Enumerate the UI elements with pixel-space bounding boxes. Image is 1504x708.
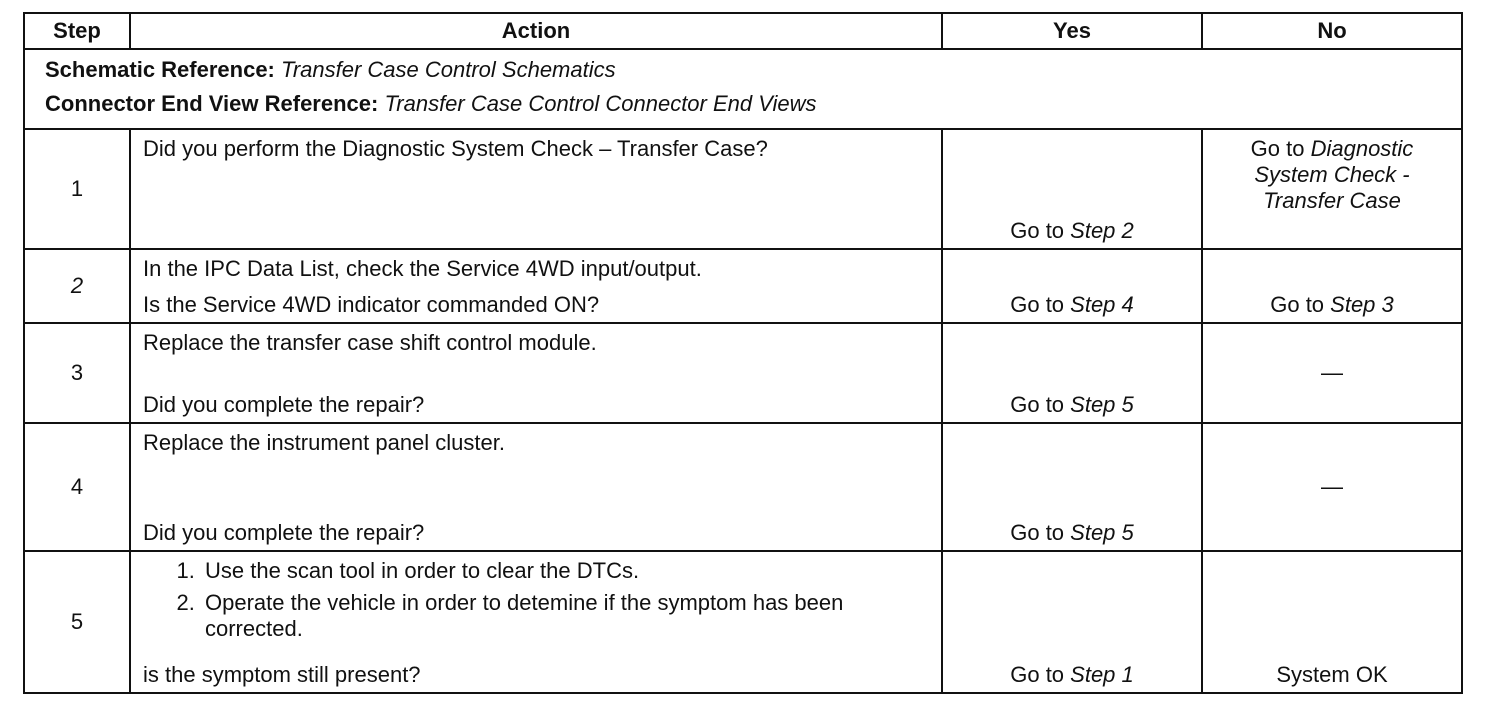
- schematic-reference-link[interactable]: Transfer Case Control Schematics: [281, 57, 616, 82]
- action-text: In the IPC Data List, check the Service 4WD input/output.: [143, 256, 702, 281]
- yes-result: Go to Step 5: [1010, 392, 1134, 417]
- action-text: Did you perform the Diagnostic System Check – Transfer Case?: [143, 136, 768, 161]
- header-yes: Yes: [942, 13, 1202, 49]
- reference-row: [24, 49, 1462, 129]
- step-link[interactable]: Step 3: [1330, 292, 1394, 317]
- question-text: Is the Service 4WD indicator commanded ON?: [143, 292, 600, 317]
- table-row: [24, 129, 1462, 249]
- no-result: Go to Diagnostic System Check - Transfer Case: [1250, 136, 1414, 213]
- table-row: [24, 323, 1462, 423]
- question-text: Did you complete the repair?: [143, 520, 425, 545]
- step-number: 4: [24, 423, 130, 551]
- step-link[interactable]: Step 5: [1070, 392, 1134, 417]
- step-link[interactable]: Step 4: [1070, 292, 1134, 317]
- list-item: 1. Use the scan tool in order to clear the DTCs.: [201, 558, 929, 584]
- yes-result: Go to Step 4: [1010, 292, 1134, 317]
- schematic-reference: [45, 56, 1461, 90]
- header-row: [24, 13, 1462, 49]
- yes-cell: [942, 423, 1202, 551]
- step-link[interactable]: Step 2: [1070, 218, 1134, 243]
- yes-result: Go to Step 2: [1010, 218, 1134, 243]
- no-dash: —: [1321, 474, 1343, 499]
- connector-reference-link[interactable]: Transfer Case Control Connector End Views: [384, 91, 817, 116]
- step-number: 2: [70, 273, 84, 298]
- yes-result: Go to Step 5: [1010, 520, 1134, 545]
- action-list: [143, 558, 929, 642]
- no-cell: [1202, 249, 1462, 323]
- question-text: is the symptom still present?: [143, 662, 421, 687]
- no-cell: [1202, 423, 1462, 551]
- action-cell: [130, 249, 942, 323]
- yes-cell: [942, 323, 1202, 423]
- diagnostic-table: [23, 12, 1463, 694]
- step-number: 1: [24, 129, 130, 249]
- no-cell: [1202, 129, 1462, 249]
- schematic-reference-label: Schematic Reference:: [45, 57, 275, 82]
- action-text: Replace the transfer case shift control module.: [143, 330, 597, 355]
- step-link[interactable]: Step 5: [1070, 520, 1134, 545]
- procedure-link[interactable]: Diagnostic: [1310, 136, 1414, 161]
- action-cell: [130, 323, 942, 423]
- header-action: Action: [130, 13, 942, 49]
- step-link[interactable]: Step 1: [1070, 662, 1134, 687]
- no-result: Go to Step 3: [1270, 292, 1394, 317]
- table-row: [24, 551, 1462, 693]
- yes-cell: [942, 129, 1202, 249]
- list-item: 2. Operate the vehicle in order to detemine if the symptom has been corrected.: [201, 590, 905, 642]
- no-dash: —: [1321, 360, 1343, 385]
- step-number: 5: [24, 551, 130, 693]
- no-cell: [1202, 551, 1462, 693]
- connector-reference-label: Connector End View Reference:: [45, 91, 379, 116]
- header-step: Step: [24, 13, 130, 49]
- header-no: No: [1202, 13, 1462, 49]
- yes-cell: [942, 249, 1202, 323]
- yes-cell: [942, 551, 1202, 693]
- table-row: [24, 423, 1462, 551]
- action-cell: [130, 423, 942, 551]
- action-text: Replace the instrument panel cluster.: [143, 430, 505, 455]
- yes-result: Go to Step 1: [1010, 662, 1134, 687]
- action-cell: [130, 551, 942, 693]
- table-row: [24, 249, 1462, 323]
- question-text: Did you complete the repair?: [143, 392, 425, 417]
- no-result: System OK: [1276, 662, 1388, 687]
- step-number: 3: [24, 323, 130, 423]
- no-cell: [1202, 323, 1462, 423]
- action-cell: [130, 129, 942, 249]
- connector-reference: [45, 90, 1461, 124]
